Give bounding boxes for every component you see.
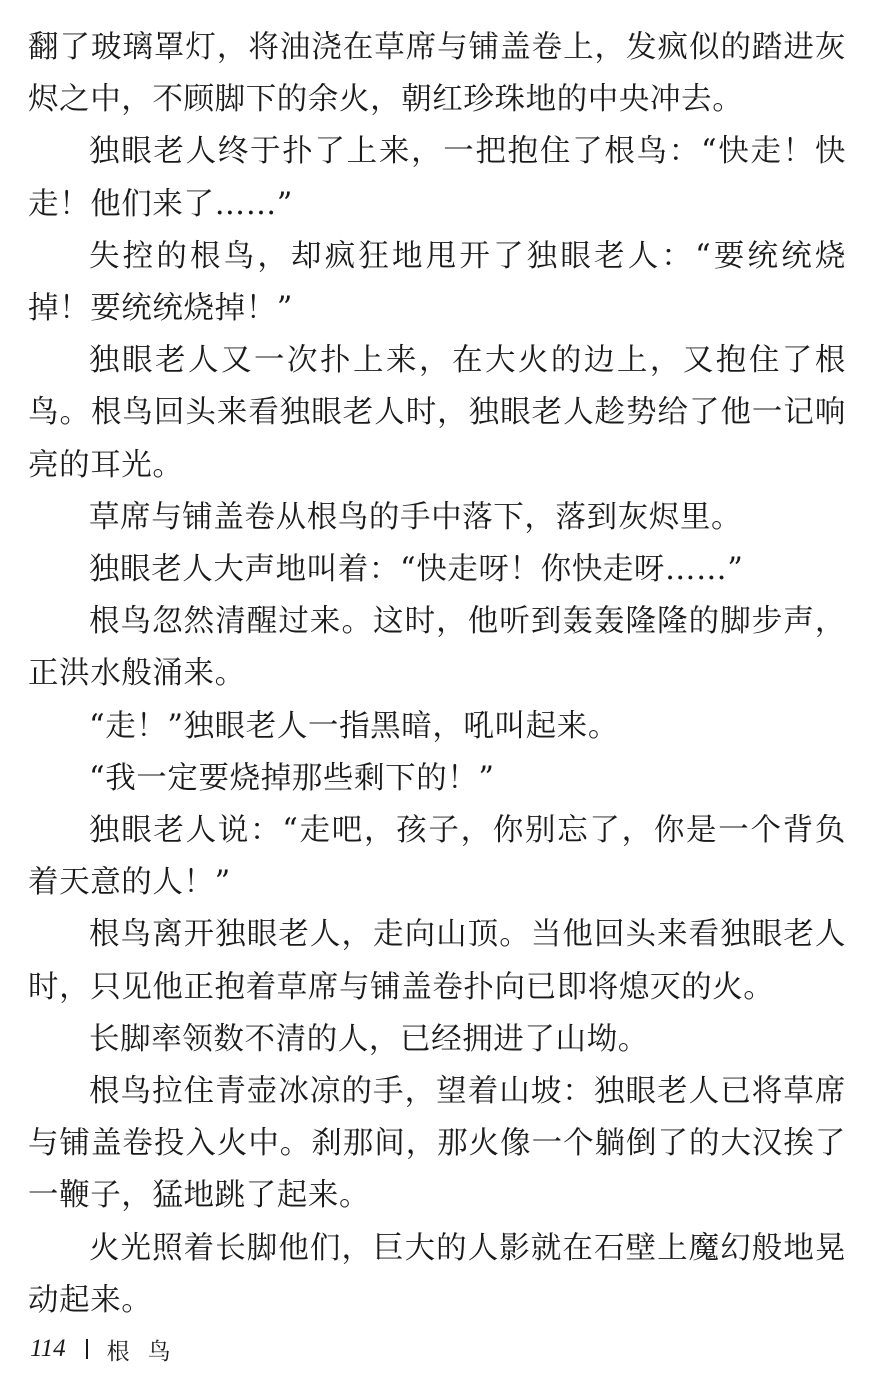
- body-text: [28, 22, 846, 1327]
- paragraph: 根鸟离开独眼老人，走向山顶。当他回头来看独眼老人时，只见他正抱着草席与铺盖卷扑向已即将熄灭的火。: [28, 917, 846, 1005]
- paragraph: 独眼老人大声地叫着：“快走呀！你快走呀……”: [89, 552, 744, 588]
- paragraph: 草席与铺盖卷从根鸟的手中落下，落到灰烬里。: [89, 499, 743, 535]
- paragraph-continued: 翻了玻璃罩灯，将油浇在草席与铺盖卷上，发疯似的踏进灰烬之中，不顾脚下的余火，朝红珍珠地的中央冲去。: [28, 30, 846, 118]
- paragraph: 独眼老人终于扑了上来，一把抱住了根鸟：“快走！快走！他们来了……”: [28, 134, 846, 222]
- paragraph: 根鸟拉住青壶冰凉的手，望着山坡：独眼老人已将草席与铺盖卷投入火中。刹那间，那火像一个躺倒了的大汉挨了一鞭子，猛地跳了起来。: [28, 1074, 846, 1214]
- paragraph: 失控的根鸟，却疯狂地甩开了独眼老人：“要统统烧掉！要统统烧掉！”: [28, 238, 846, 327]
- paragraph: “走！”独眼老人一指黑暗，吼叫起来。: [89, 708, 619, 744]
- paragraph: 火光照着长脚他们，巨大的人影就在石壁上魔幻般地晃动起来。: [28, 1230, 846, 1318]
- running-title: 根鸟: [106, 1338, 189, 1365]
- paragraph: 独眼老人又一次扑上来，在大火的边上，又抱住了根鸟。根鸟回头来看独眼老人时，独眼老人趁势给了他一记响亮的耳光。: [28, 343, 846, 483]
- paragraph: 长脚率领数不清的人，已经拥进了山坳。: [89, 1021, 649, 1057]
- paragraph: 独眼老人说：“走吧，孩子，你别忘了，你是一个背负着天意的人！”: [28, 813, 846, 901]
- paragraph: “我一定要烧掉那些剩下的！”: [89, 760, 495, 796]
- paragraph: 根鸟忽然清醒过来。这时，他听到轰轰隆隆的脚步声，正洪水般涌来。: [28, 604, 846, 692]
- page-number: 114: [30, 1335, 66, 1362]
- footer-divider: [86, 1339, 88, 1359]
- page-footer: [30, 1329, 189, 1369]
